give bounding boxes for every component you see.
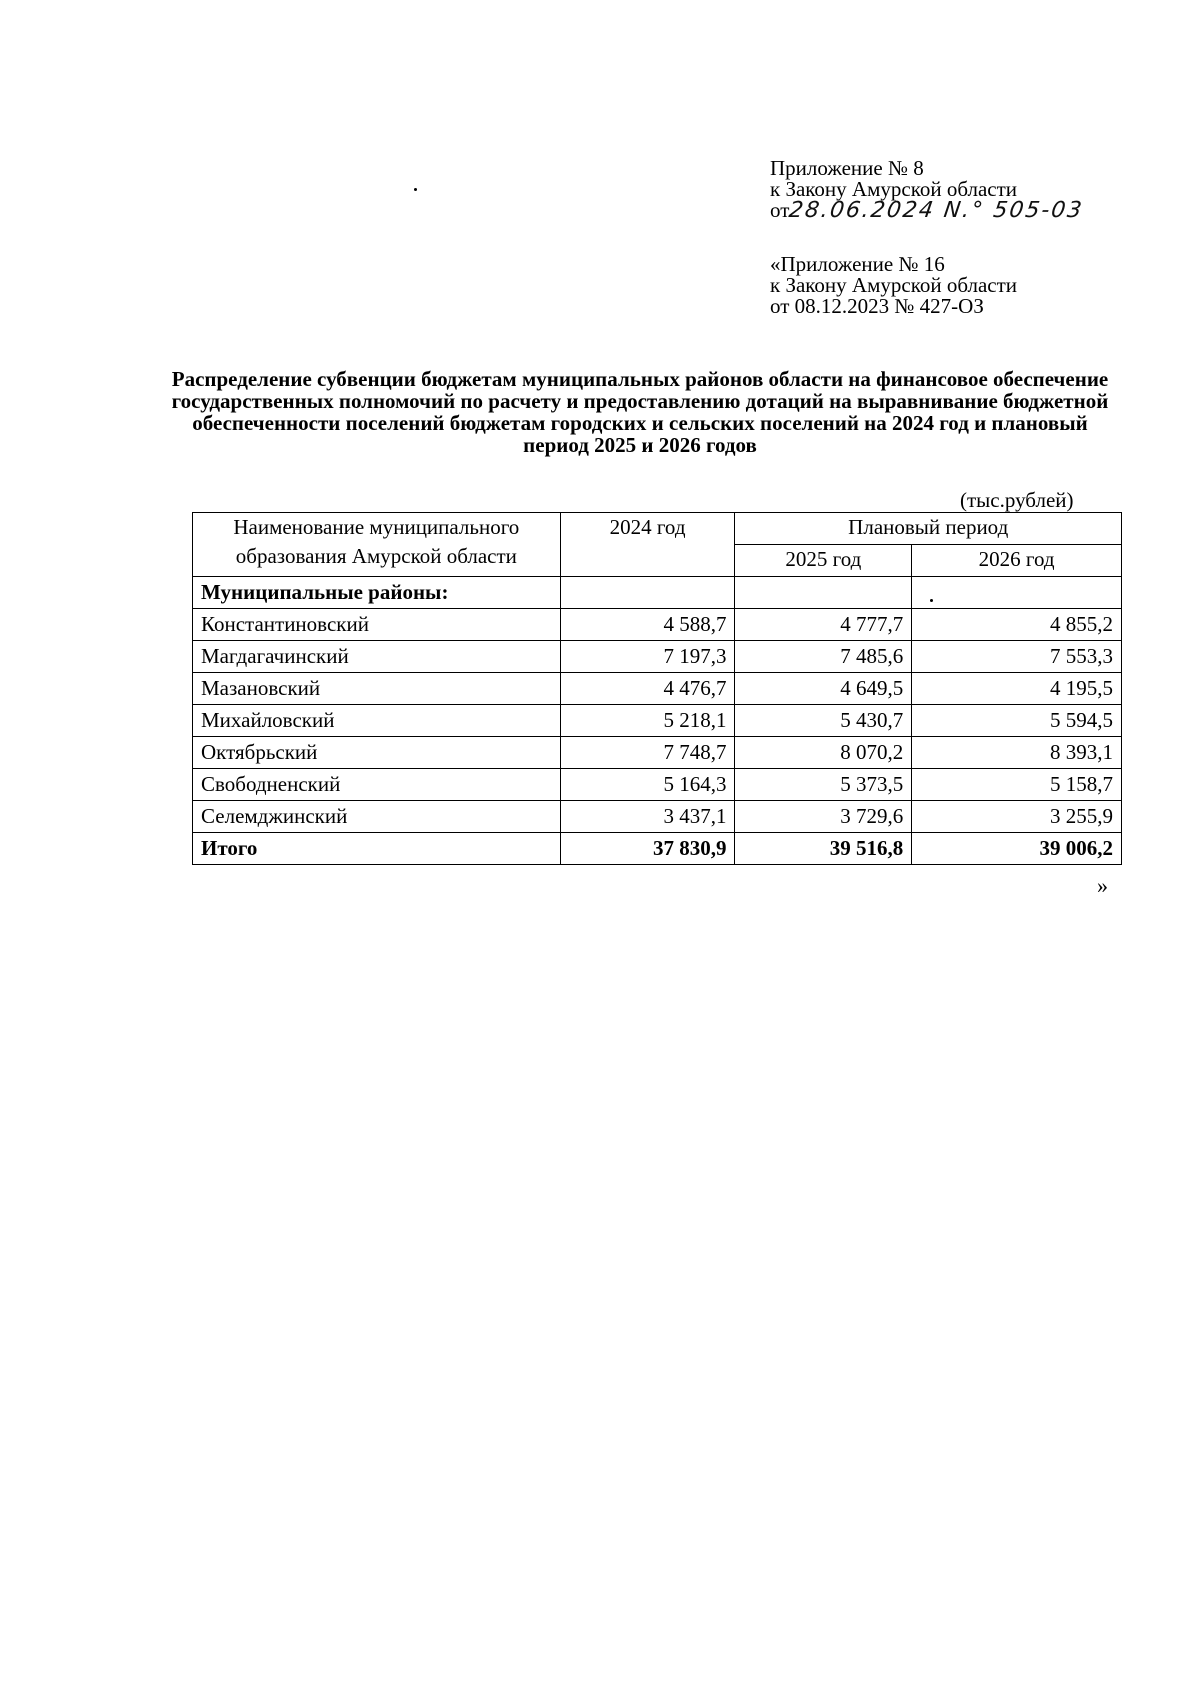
value-2024: 5 218,1	[560, 705, 735, 737]
table-row	[193, 673, 1122, 705]
empty-cell	[912, 577, 1122, 609]
closing-quote: »	[1097, 873, 1108, 898]
value-2025: 7 485,6	[735, 641, 912, 673]
header-planned-period: Плановый период	[735, 513, 1122, 545]
value-2026: 5 594,5	[912, 705, 1122, 737]
value-2025: 4 777,7	[735, 609, 912, 641]
total-2025: 39 516,8	[735, 833, 912, 865]
value-2025: 4 649,5	[735, 673, 912, 705]
table-row	[193, 737, 1122, 769]
header-2024: 2024 год	[560, 513, 735, 577]
scan-speck	[414, 188, 417, 191]
value-2025: 5 430,7	[735, 705, 912, 737]
unit-label: (тыс.рублей)	[960, 488, 1074, 512]
value-2024: 7 197,3	[560, 641, 735, 673]
value-2026: 3 255,9	[912, 801, 1122, 833]
annex-reference-amended	[770, 254, 1017, 317]
annex-date-line	[770, 200, 1084, 221]
value-2026: 7 553,3	[912, 641, 1122, 673]
table-row	[193, 609, 1122, 641]
annex-reference-current	[770, 158, 1084, 221]
value-2025: 3 729,6	[735, 801, 912, 833]
value-2024: 4 588,7	[560, 609, 735, 641]
value-2024: 7 748,7	[560, 737, 735, 769]
annex-number: Приложение № 8	[770, 156, 924, 180]
value-2026: 5 158,7	[912, 769, 1122, 801]
section-label: Муниципальные районы:	[193, 577, 561, 609]
section-row	[193, 577, 1122, 609]
annex-date-prefix: от	[770, 198, 790, 222]
subvention-table	[192, 512, 1122, 865]
handwritten-date-number: 28.06.2024 N.° 505-03	[787, 198, 1086, 223]
header-2025: 2025 год	[735, 545, 912, 577]
value-2024: 5 164,3	[560, 769, 735, 801]
municipality-name: Свободненский	[193, 769, 561, 801]
municipality-name: Константиновский	[193, 609, 561, 641]
table-row	[193, 641, 1122, 673]
municipality-name: Мазановский	[193, 673, 561, 705]
table-row	[193, 801, 1122, 833]
total-label: Итого	[193, 833, 561, 865]
empty-cell	[560, 577, 735, 609]
value-2024: 3 437,1	[560, 801, 735, 833]
value-2025: 5 373,5	[735, 769, 912, 801]
document-title: Распределение субвенции бюджетам муниципальных районов области на финансовое обеспечение государственных полномочий по расчету и предоставлению дотаций на выравнивание бюджетной обеспеченности поселений бюджетам городских и сельских поселений на 2024 год и плановый период 2025 и 2026 годов	[171, 367, 1109, 457]
total-2026: 39 006,2	[912, 833, 1122, 865]
header-2026: 2026 год	[912, 545, 1122, 577]
header-municipality: Наименование муниципального образования Амурской области	[193, 513, 561, 577]
value-2026: 4 195,5	[912, 673, 1122, 705]
value-2026: 4 855,2	[912, 609, 1122, 641]
total-2024: 37 830,9	[560, 833, 735, 865]
table-row	[193, 705, 1122, 737]
municipality-name: Михайловский	[193, 705, 561, 737]
amended-annex-date: от 08.12.2023 № 427-ОЗ	[770, 294, 984, 318]
total-row	[193, 833, 1122, 865]
amended-annex-number: «Приложение № 16	[770, 252, 945, 276]
municipality-name: Магдагачинский	[193, 641, 561, 673]
municipality-name: Селемджинский	[193, 801, 561, 833]
municipality-name: Октябрьский	[193, 737, 561, 769]
annex-law: к Закону Амурской области	[770, 177, 1018, 201]
value-2024: 4 476,7	[560, 673, 735, 705]
value-2025: 8 070,2	[735, 737, 912, 769]
scan-speck	[930, 599, 933, 602]
value-2026: 8 393,1	[912, 737, 1122, 769]
amended-annex-law: к Закону Амурской области	[770, 273, 1018, 297]
empty-cell	[735, 577, 912, 609]
table-row	[193, 769, 1122, 801]
